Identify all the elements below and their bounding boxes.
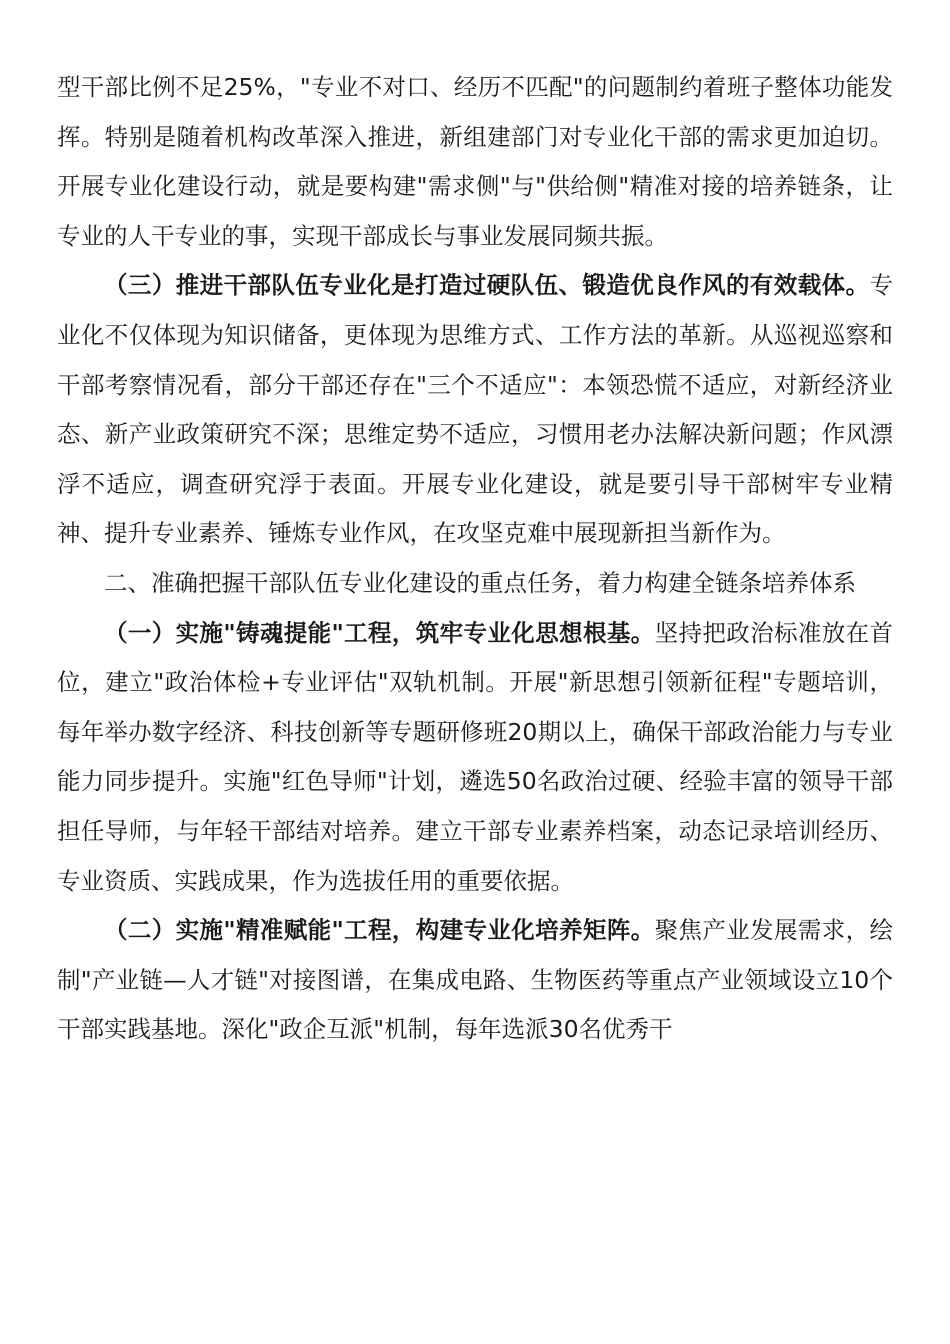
paragraph-text: 专业化不仅体现为知识储备，更体现为思维方式、工作方法的革新。从巡视巡察和干部考察情况看，部分干部还存在"三个不适应"：本领恐慌不适应，对新经济业态、新产业政策研究不深；思维定势不适应，习惯用老办法解决新问题；作风漂浮不适应，调查研究浮于表面。开展专业化建设，就是要引导干部树牢专业精神、提升专业素养、锤炼专业作风，在攻坚克难中展现新担当新作为。: [57, 271, 893, 548]
paragraph-task-2: [57, 906, 893, 1055]
paragraph-text: 坚持把政治标准放在首位，建立"政治体检+专业评估"双轨机制。开展"新思想引领新征程"专题培训，每年举办数字经济、科技创新等专题研修班20期以上，确保干部政治能力与专业能力同步提升。实施"红色导师"计划，遴选50名政治过硬、经验丰富的领导干部担任导师，与年轻干部结对培养。建立干部专业素养档案，动态记录培训经历、专业资质、实践成果，作为选拔任用的重要依据。: [57, 618, 893, 895]
paragraph-section-3: [57, 261, 893, 559]
paragraph-continuation: [57, 63, 893, 261]
chapter-heading-text: 二、准确把握干部队伍专业化建设的重点任务，着力构建全链条培养体系: [104, 568, 856, 597]
paragraph-task-1: [57, 609, 893, 907]
paragraph-text: 聚焦产业发展需求，绘制"产业链—人才链"对接图谱，在集成电路、生物医药等重点产业领域设立10个干部实践基地。深化"政企互派"机制，每年选派30名优秀干: [57, 916, 893, 1044]
task-heading-2: （二）实施"精准赋能"工程，构建专业化培养矩阵。: [104, 916, 655, 945]
section-heading-3: （三）推进干部队伍专业化是打造过硬队伍、锻造优良作风的有效载体。: [104, 271, 870, 300]
document-page: [57, 63, 893, 1055]
chapter-heading-2: [57, 559, 893, 609]
paragraph-text: 型干部比例不足25%，"专业不对口、经历不匹配"的问题制约着班子整体功能发挥。特别是随着机构改革深入推进，新组建部门对专业化干部的需求更加迫切。开展专业化建设行动，就是要构建"需求侧"与"供给侧"精准对接的培养链条，让专业的人干专业的事，实现干部成长与事业发展同频共振。: [57, 73, 893, 250]
task-heading-1: （一）实施"铸魂提能"工程，筑牢专业化思想根基。: [104, 618, 655, 647]
